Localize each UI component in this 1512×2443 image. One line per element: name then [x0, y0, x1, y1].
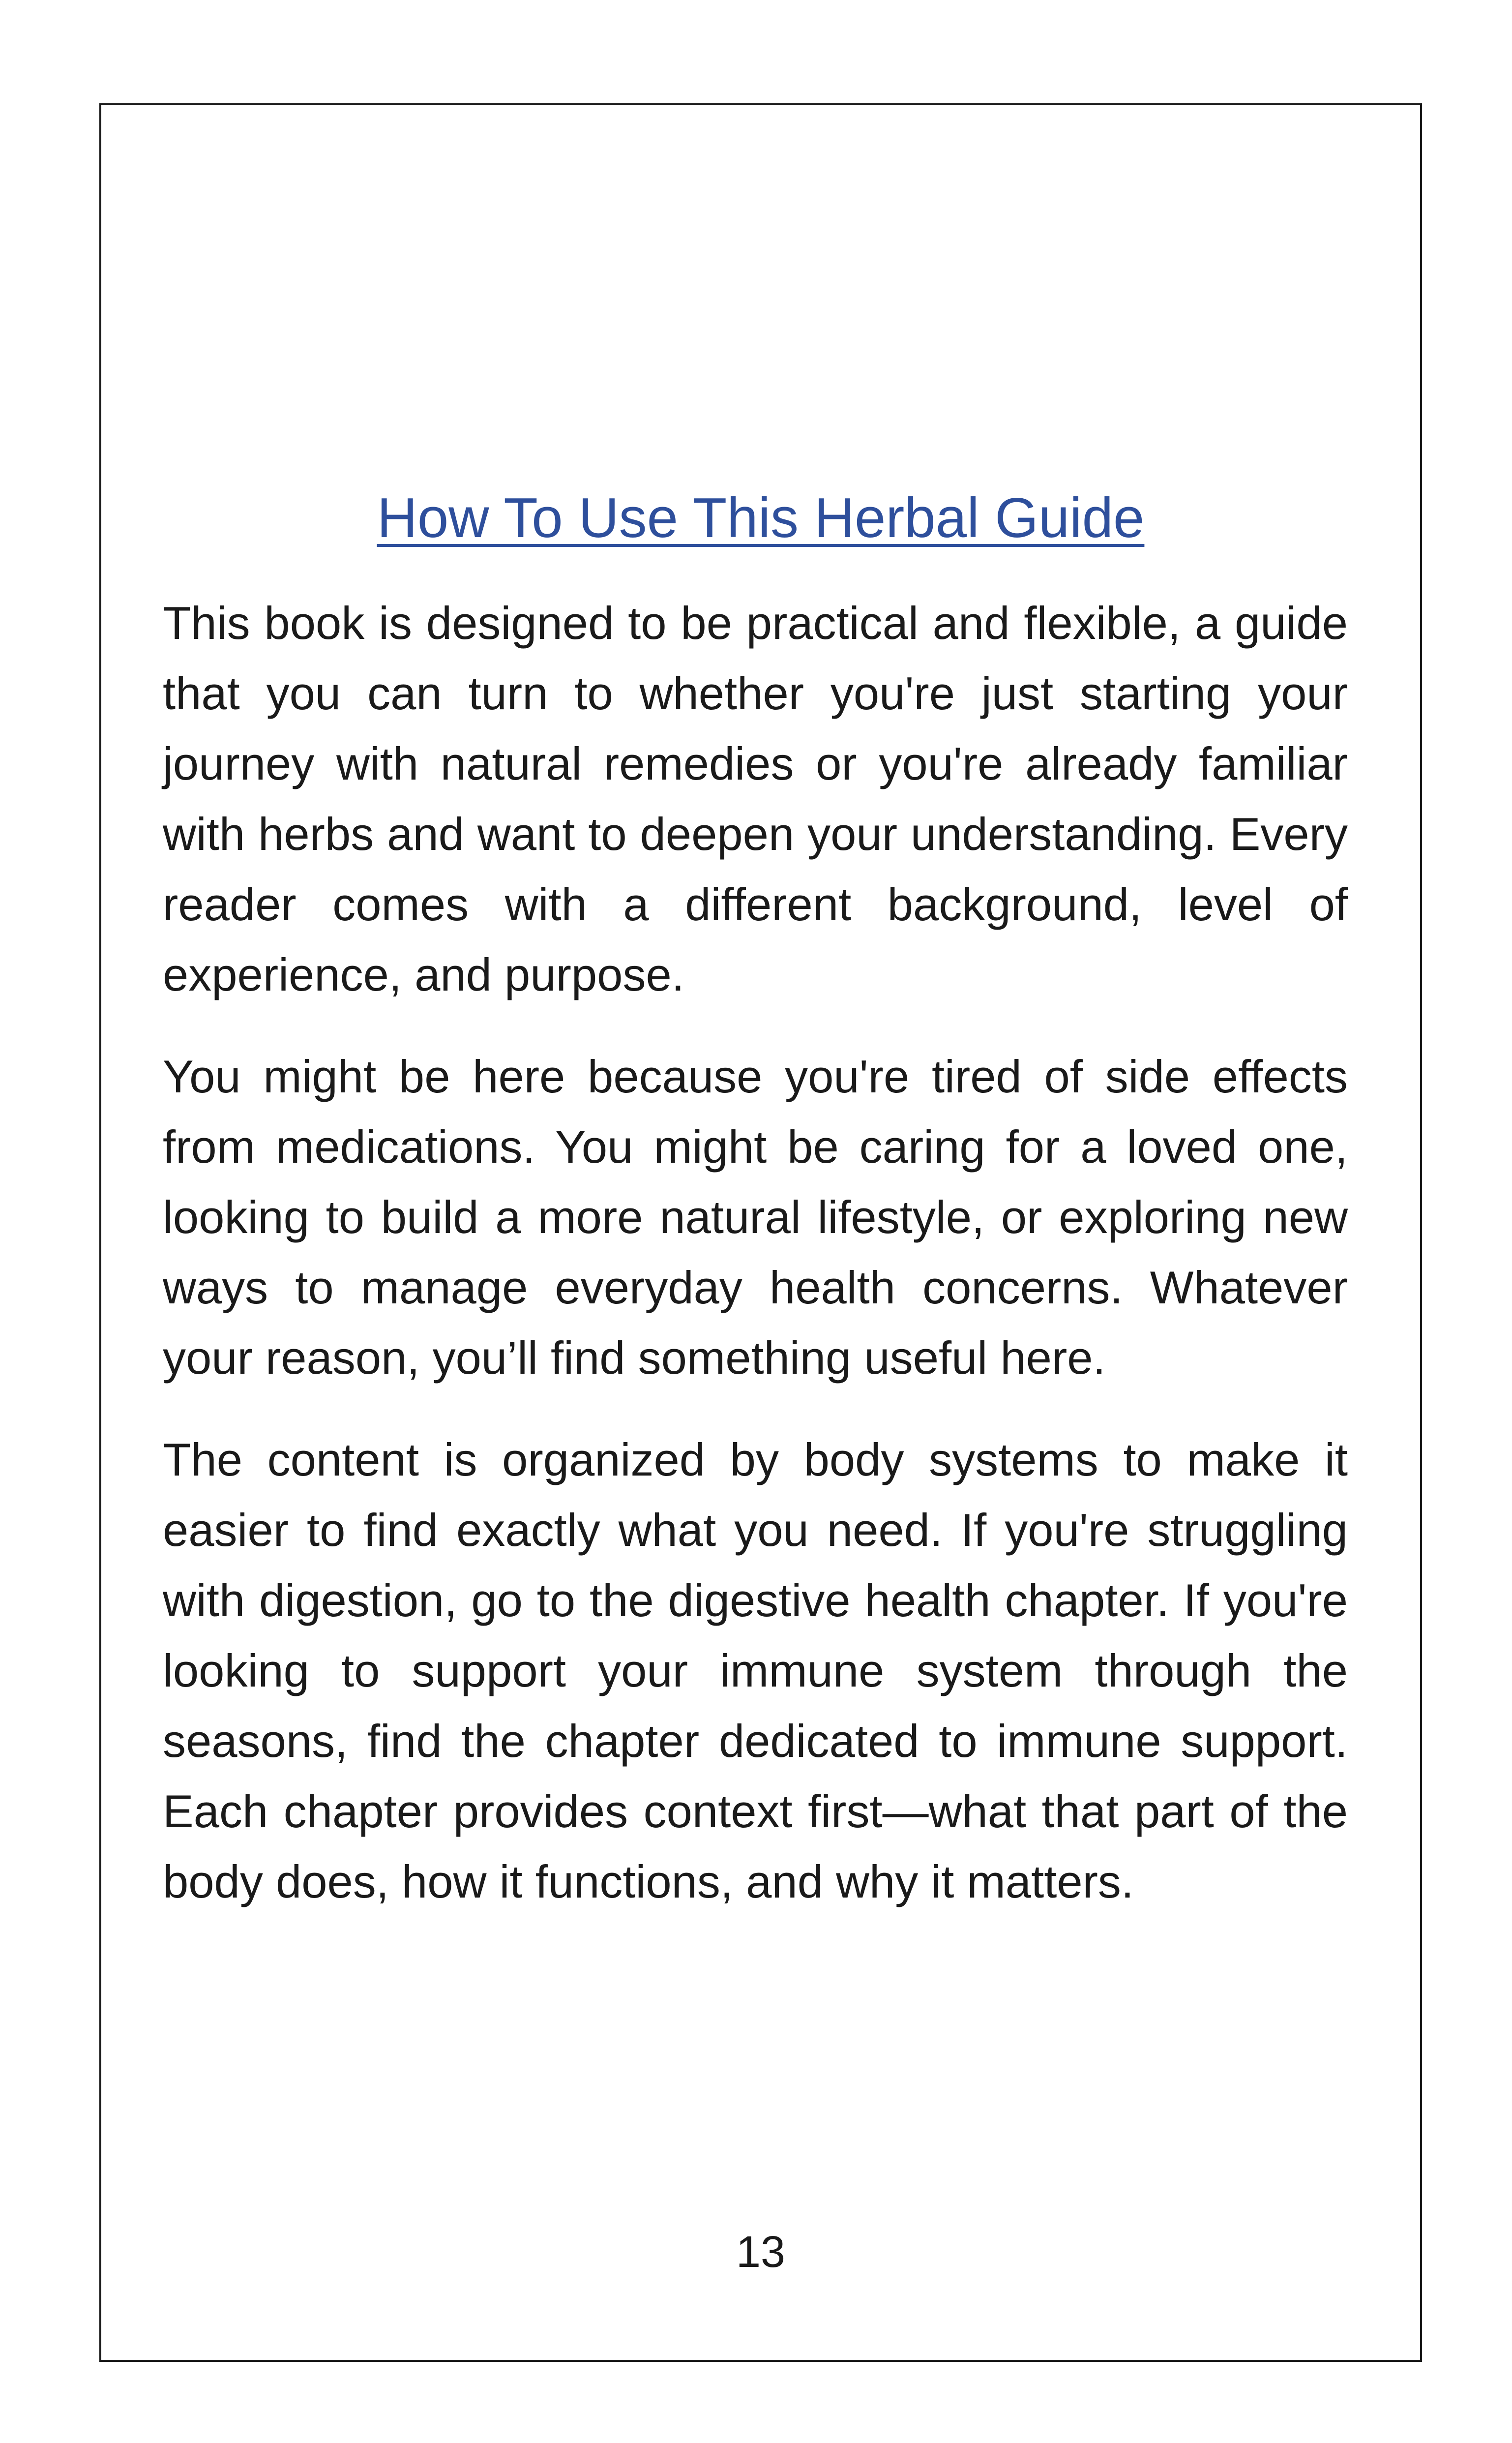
paragraph-1: This book is designed to be practical and flexible, a guide that you can turn to whether you're just starting your journey with natural remedies or you're already familiar with herbs and want to deepen your understanding. Every reader comes with a different background, level of experience, and purpose.: [163, 597, 1348, 1000]
paragraph-2: You might be here because you're tired of side effects from medications. You might be caring for a loved one, looking to build a more natural lifestyle, or exploring new ways to manage everyday health concerns. Whatever your reason, you’ll find something useful here.: [163, 1051, 1348, 1384]
page-frame: [99, 103, 1422, 2362]
section-heading: How To Use This Herbal Guide: [377, 487, 1145, 549]
page-number: 13: [736, 2228, 786, 2277]
paragraph-3: The content is organized by body systems to make it easier to find exactly what you need. If you're struggling with digestion, go to the digestive health chapter. If you're looking to support your immune system through the seasons, find the chapter dedicated to immune support. Each chapter provides context first—what that part of the body does, how it functions, and why it matters.: [163, 1434, 1348, 1907]
body-text: [163, 588, 1348, 1948]
